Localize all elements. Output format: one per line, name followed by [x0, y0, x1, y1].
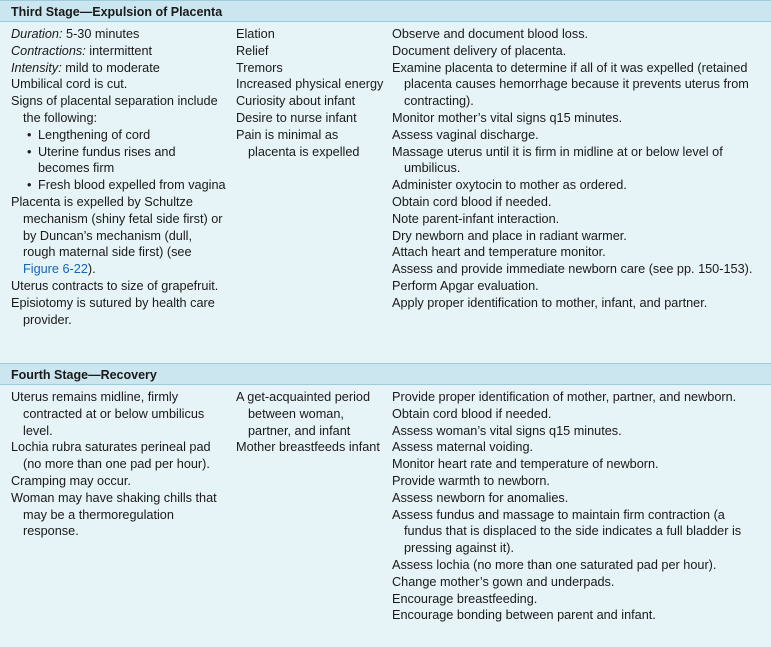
response-item: Pain is minimal as placenta is expelled: [236, 127, 360, 159]
response-item: Desire to nurse infant: [236, 110, 357, 125]
episiotomy-text: Episiotomy is sutured by health care provider.: [11, 295, 215, 327]
response-item: Increased physical energy: [236, 77, 384, 92]
action-item: Dry newborn and place in radiant warmer.: [392, 228, 627, 243]
action-item: Massage uterus until it is firm in midline at or below level of umbilicus.: [392, 144, 723, 176]
bullet-item: • Lengthening of cord: [11, 127, 226, 144]
fourth-stage-findings: [11, 389, 226, 540]
fourth-stage-row: [0, 385, 771, 647]
action-item: Assess lochia (no more than one saturated pad per hour).: [392, 557, 717, 572]
action-item: Provide proper identification of mother, partner, and newborn.: [392, 390, 737, 404]
action-item: Change mother’s gown and underpads.: [392, 574, 615, 589]
finding-item: Cramping may occur.: [11, 473, 131, 488]
action-item: Observe and document blood loss.: [392, 27, 589, 41]
separation-signs-text: Signs of placental separation include the following:: [11, 94, 218, 125]
cord-cut-text: Umbilical cord is cut.: [11, 77, 128, 92]
finding-item: Woman may have shaking chills that may be a thermoregulation response.: [11, 490, 217, 539]
response-item: Tremors: [236, 60, 283, 75]
third-stage-nursing-actions: [392, 26, 764, 312]
finding-item: Lochia rubra saturates perineal pad (no more than one pad per hour).: [11, 440, 211, 472]
action-item: Monitor mother’s vital signs q15 minutes.: [392, 110, 623, 125]
action-item: Obtain cord blood if needed.: [392, 194, 552, 209]
duration-value: 5-30 minutes: [62, 27, 140, 41]
response-item: Elation: [236, 27, 275, 41]
contractions-value: intermittent: [85, 43, 153, 58]
action-item: Assess newborn for anomalies.: [392, 490, 569, 505]
action-item: Note parent-infant interaction.: [392, 211, 560, 226]
third-stage-findings: [11, 26, 226, 328]
action-item: Assess maternal voiding.: [392, 440, 534, 455]
intensity-label: Intensity:: [11, 60, 62, 75]
action-item: Encourage bonding between parent and infant.: [392, 608, 656, 623]
fourth-stage-responses: [236, 389, 384, 456]
action-item: Perform Apgar evaluation.: [392, 278, 539, 293]
expulsion-end: ).: [87, 262, 96, 277]
response-item: A get-acquainted period between woman, partner, and infant: [236, 390, 371, 438]
expulsion-text: [11, 194, 226, 278]
contractions-line: [11, 43, 226, 60]
action-item: Document delivery of placenta.: [392, 43, 567, 58]
duration-label: Duration:: [11, 27, 63, 41]
contractions-label: Contractions:: [11, 43, 86, 58]
bullet-item: • Fresh blood expelled from vagina: [11, 177, 226, 194]
action-item: Obtain cord blood if needed.: [392, 406, 552, 421]
figure-link[interactable]: Figure 6-22: [23, 262, 88, 277]
response-item: Curiosity about infant: [236, 94, 356, 109]
action-item: Apply proper identification to mother, infant, and partner.: [392, 295, 708, 310]
intensity-value: mild to moderate: [61, 60, 160, 75]
uterus-text: Uterus contracts to size of grapefruit.: [11, 278, 219, 293]
third-stage-responses: [236, 26, 384, 160]
fourth-stage-nursing-actions: [392, 389, 764, 624]
action-item: Attach heart and temperature monitor.: [392, 245, 606, 260]
third-stage-header: Third Stage—Expulsion of Placenta: [0, 0, 771, 22]
duration-line: [11, 26, 226, 43]
action-item: Administer oxytocin to mother as ordered.: [392, 178, 627, 193]
action-item: Assess and provide immediate newborn care (see pp. 150-153).: [392, 262, 753, 277]
response-item: Mother breastfeeds infant: [236, 440, 380, 455]
action-item: Assess fundus and massage to maintain firm contraction (a fundus that is displaced to the side indicates a full bladder is pressing against it).: [392, 507, 742, 556]
expulsion-body: Placenta is expelled by Schultze mechanism (shiny fetal side first) or by Duncan’s mechanism (dull, rough maternal side first) (see: [11, 194, 223, 260]
action-item: Provide warmth to newborn.: [392, 473, 550, 488]
finding-item: Uterus remains midline, firmly contracted at or below umbilicus level.: [11, 390, 205, 438]
action-item: Assess woman’s vital signs q15 minutes.: [392, 423, 622, 438]
third-stage-row: [0, 22, 771, 363]
action-item: Assess vaginal discharge.: [392, 127, 539, 142]
action-item: Examine placenta to determine if all of it was expelled (retained placenta causes hemorrhage because it prevents uterus from contracting).: [392, 60, 749, 109]
fourth-stage-header: Fourth Stage—Recovery: [0, 363, 771, 385]
action-item: Monitor heart rate and temperature of newborn.: [392, 457, 659, 472]
intensity-line: [11, 60, 226, 77]
action-item: Encourage breastfeeding.: [392, 591, 538, 606]
response-item: Relief: [236, 43, 269, 58]
bullet-item: • Uterine fundus rises and becomes firm: [11, 144, 226, 178]
